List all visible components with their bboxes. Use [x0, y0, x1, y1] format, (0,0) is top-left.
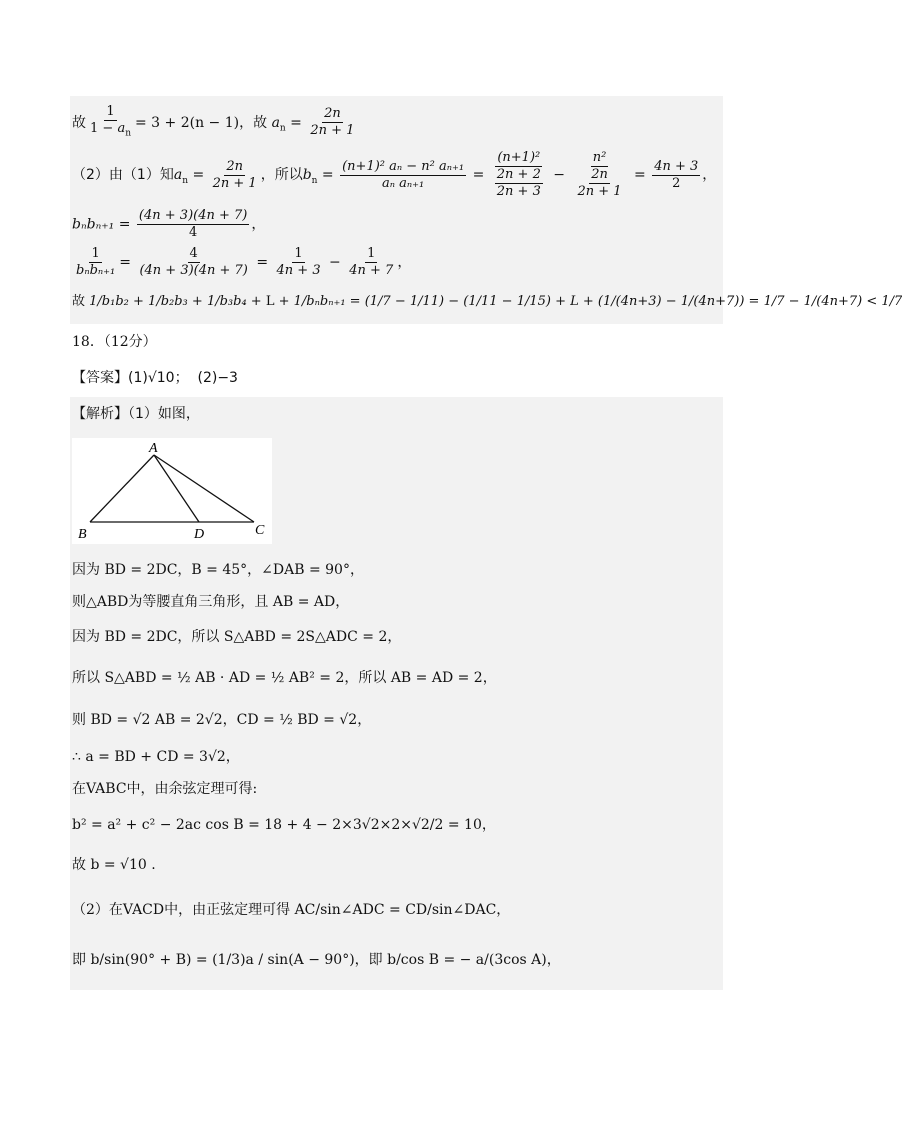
side-AC — [154, 455, 254, 522]
formula-2: （2）由（1）知$a_n$ = $\frac{2n}{2n + 1}$ ，所以$b_n$ = $\frac{\text{(n+1)² aₙ − n² aₙ₊₁}}{\text{aₙ aₙ₊₁}}$ = $\frac{\text{(n+1)²}}{\frac{2n + 2}{2n + 3}}$ − $\frac{\text{n²}}{\frac{2n}{2n + 1}}$ = $\frac{4n + 3}{2}$ ， — [72, 150, 717, 199]
analysis-line-2: 则△ABD为等腰直角三角形，且 AB = AD， — [72, 594, 350, 610]
label-D: D — [194, 527, 205, 542]
formula-1: 故 $\frac{1}{1 - a_n}$ = 3 + 2(n − 1)，故 $a_n$ = $\frac{2n}{2n + 1}$ — [72, 104, 355, 139]
triangle-figure — [72, 438, 272, 544]
analysis-line-10: （2）在VACD中，由正弦定理可得 AC/sin∠ADC = CD/sin∠DAC， — [72, 902, 511, 918]
label-A: A — [149, 441, 158, 456]
question-number: 18．（12分） — [72, 334, 157, 350]
analysis-line-11: 即 b/sin(90° + B) = (1/3)a / sin(A − 90°)，即 b/cos B = − a/(3cos A)， — [72, 952, 561, 968]
analysis-line-6: ∴ a = BD + CD = 3√2， — [72, 749, 240, 765]
formula-5: 故 1/b₁b₂ + 1/b₂b₃ + 1/b₃b₄ + L + 1/bₙbₙ₊₁ = (1/7 − 1/11) − (1/11 − 1/15) + L + (1/(4n+3) − 1/(4n+7)) = 1/7 − 1/(4n+7) < 1/7 — [72, 294, 902, 309]
analysis-line-3: 因为 BD = 2DC，所以 S△ABD = 2S△ADC = 2， — [72, 629, 402, 645]
label-C: C — [255, 523, 265, 538]
analysis-line-8: b² = a² + c² − 2ac cos B = 18 + 4 − 2×3√2×2×√2/2 = 10， — [72, 817, 496, 833]
analysis-line-7: 在VABC中，由余弦定理可得: — [72, 781, 258, 797]
analysis-heading: 【解析】（1）如图， — [72, 406, 200, 422]
segment-AD — [154, 455, 199, 522]
analysis-line-1: 因为 BD = 2DC，B = 45°，∠DAB = 90°， — [72, 562, 364, 578]
answer-line: 【答案】(1)√10； (2)−3 — [72, 370, 238, 386]
analysis-line-5: 则 BD = √2 AB = 2√2，CD = ½ BD = √2， — [72, 712, 372, 728]
label-B: B — [78, 527, 87, 542]
analysis-line-4: 所以 S△ABD = ½ AB · AD = ½ AB² = 2，所以 AB = AD = 2， — [72, 670, 497, 686]
analysis-line-9: 故 b = √10 . — [72, 857, 156, 873]
formula-3: bₙbₙ₊₁ = $\frac{(4n + 3)(4n + 7)}{4}$ ， — [72, 208, 266, 240]
formula-4: $\frac{1}{\text{bₙbₙ₊₁}}$ = $\frac{4}{(4n + 3)(4n + 7)}$ = $\frac{1}{4n + 3}$ − $\frac{1}{4n + 7}$ ， — [76, 246, 412, 278]
side-AB — [90, 455, 154, 522]
